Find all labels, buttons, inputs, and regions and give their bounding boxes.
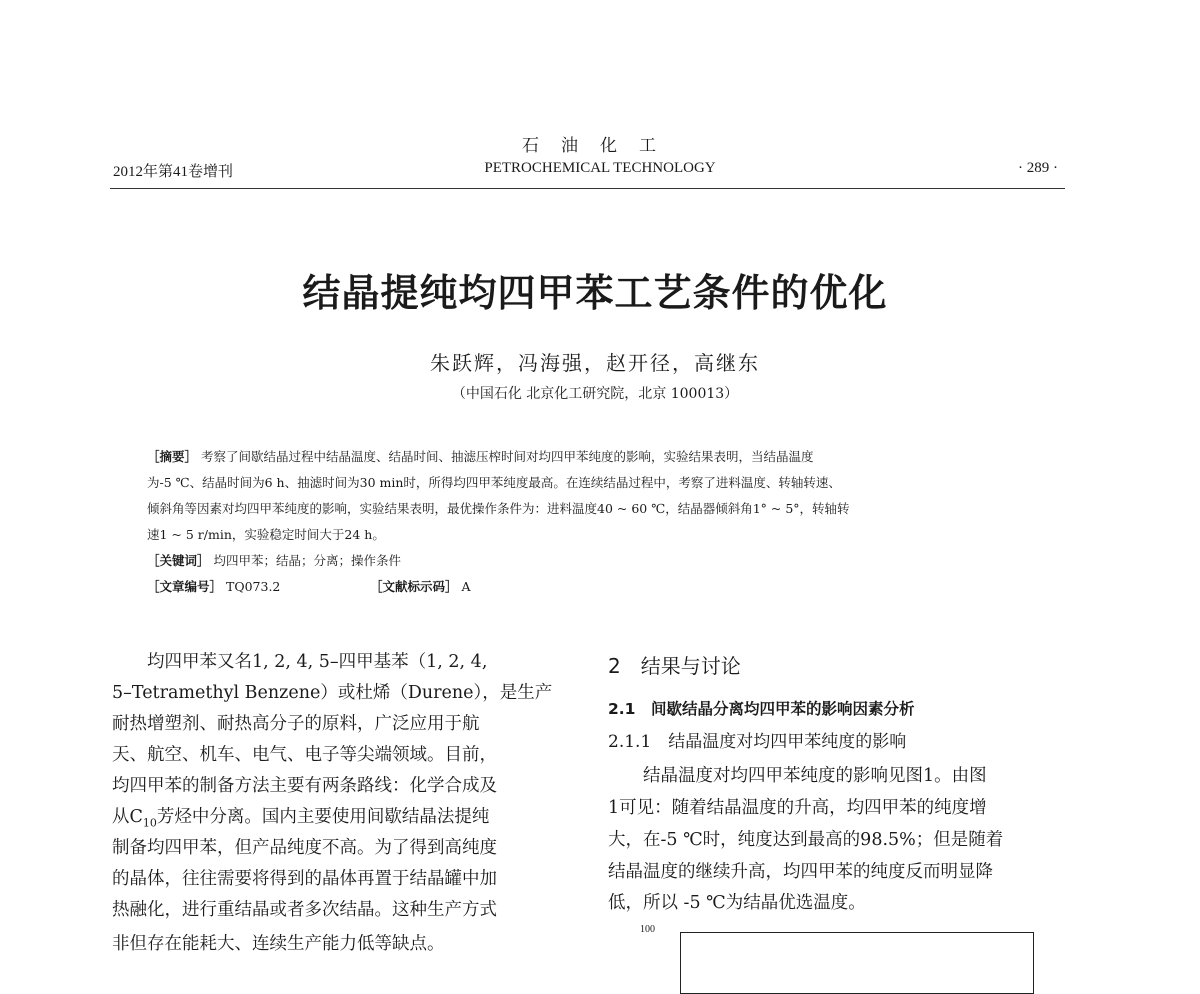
doc-code-label: ［文献标示码］: [370, 579, 458, 594]
article-authors: 朱跃辉，冯海强，赵开径，高继东: [430, 351, 760, 375]
body-line: 低，所以 -5 ℃为结晶优选温度。: [608, 893, 866, 913]
keywords-label: ［关键词］: [147, 553, 210, 568]
article-no-label: ［文章编号］: [147, 579, 223, 594]
body-line: [112, 803, 489, 830]
body-line: 天、航空、机车、电气、电子等尖端领域。目前，: [112, 745, 497, 765]
subsubsection-heading: 2.1.1 结晶温度对均四甲苯纯度的影响: [608, 732, 907, 752]
issue-label: 2012年第41卷增刊: [113, 164, 234, 180]
body-line: 制备均四甲苯，但产品纯度不高。为了得到高纯度: [112, 838, 497, 858]
journal-name-cn: 石油化工: [522, 136, 678, 156]
abstract-line: 为-5 ℃、结晶时间为6 h、抽滤时间为30 min时，所得均四甲苯纯度最高。在连续结晶过程中，考察了进料温度、转轴转速、: [147, 475, 841, 490]
doc-code-line: [370, 577, 471, 595]
body-line: 5–Tetramethyl Benzene）或杜烯（Durene），是生产: [112, 683, 553, 703]
body-line: 热融化，进行重结晶或者多次结晶。这种生产方式: [112, 900, 497, 920]
chart-frame: [680, 932, 1034, 994]
body-line: 1可见：随着结晶温度的升高，均四甲苯的纯度增: [608, 798, 987, 818]
keywords-line: [147, 551, 401, 569]
abstract-label: ［摘要］: [147, 449, 198, 464]
doc-code: A: [461, 579, 471, 594]
article-affiliation: （中国石化 北京化工研究院，北京 100013）: [451, 386, 739, 402]
page-number: · 289 ·: [1018, 160, 1058, 176]
abstract-text: 考察了间歇结晶过程中结晶温度、结晶时间、抽滤压榨时间对均四甲苯纯度的影响，实验结果表明，当结晶温度: [201, 449, 814, 464]
subscript: 10: [142, 816, 157, 830]
subsection-heading: 2.1 间歇结晶分离均四甲苯的影响因素分析: [608, 700, 915, 718]
y-tick-label: 100: [640, 924, 655, 935]
header-rule: [110, 188, 1065, 189]
body-line: 均四甲苯的制备方法主要有两条路线：化学合成及: [112, 776, 497, 796]
body-line: 结晶温度对均四甲苯纯度的影响见图1。由图: [643, 766, 987, 786]
keywords: 均四甲苯；结晶；分离；操作条件: [213, 553, 402, 568]
text: 从C: [112, 807, 143, 827]
abstract-line: 速1 ~ 5 r/min，实验稳定时间大于24 h。: [147, 527, 385, 542]
body-line: 大，在-5 ℃时，纯度达到最高的98.5%；但是随着: [608, 830, 1004, 850]
body-line: 结晶温度的继续升高，均四甲苯的纯度反而明显降: [608, 862, 993, 882]
abstract-line: [147, 447, 814, 465]
article-title: 结晶提纯均四甲苯工艺条件的优化: [302, 271, 888, 315]
body-line: 耐热增塑剂、耐热高分子的原料，广泛应用于航: [112, 714, 480, 734]
body-line: 非但存在能耗大、连续生产能力低等缺点。: [112, 934, 445, 954]
text: 芳烃中分离。国内主要使用间歇结晶法提纯: [156, 807, 490, 827]
section-heading: 2 结果与讨论: [608, 654, 741, 678]
body-line: 均四甲苯又名1, 2, 4, 5–四甲基苯（1, 2, 4,: [147, 652, 488, 672]
article-no-line: [147, 577, 280, 595]
article-no: TQ073.2: [226, 579, 281, 594]
body-line: 的晶体，往往需要将得到的晶体再置于结晶罐中加: [112, 869, 497, 889]
journal-name-en: PETROCHEMICAL TECHNOLOGY: [484, 160, 716, 176]
abstract-line: 倾斜角等因素对均四甲苯纯度的影响，实验结果表明，最优操作条件为：进料温度40 ~ 60 ℃，结晶器倾斜角1° ~ 5°，转轴转: [147, 501, 850, 516]
